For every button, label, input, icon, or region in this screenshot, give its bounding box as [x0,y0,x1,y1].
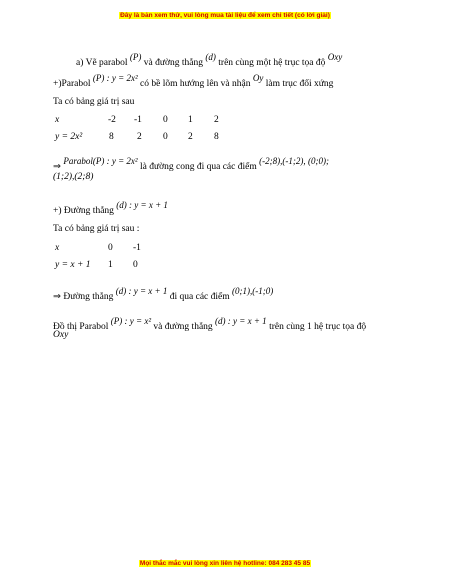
table1-x-cell: 0 [163,115,168,125]
table1-x-cell: -2 [108,115,116,125]
conclusion1-text: là đường cong đi qua các điểm [139,162,257,172]
header-notice [0,12,450,19]
table2-title: Ta có bảng giá trị sau : [53,224,140,234]
parabol-intro: +)Parabol [53,79,91,89]
conclusion2-points: (0;1),(-1;0) [232,286,274,296]
part-a-line [76,52,342,68]
table2-y-label: y = x + 1 [55,260,91,270]
table1-y-cell: 2 [188,132,193,142]
graph-d: (d) : y = x + 1 [215,316,267,326]
table2-x-cell: -1 [133,243,141,253]
conclusion1-points-a: (-2;8),(-1;2), [259,156,306,166]
line-eq: (d) : y = x + 1 [116,200,168,210]
conclusion2-line [53,286,273,302]
part-a-d: (d) [205,52,216,62]
table1-x-cell: 1 [188,115,193,125]
line-intro: +) Đường thẳng [53,206,114,216]
conclusion2-text1: Đường thẳng [63,292,114,302]
part-a-P: (P) [129,52,142,62]
table2-y-cell: 1 [108,260,113,270]
line-intro-line [53,200,168,216]
table1-y-cell: 0 [163,132,168,142]
graph-mid: và đường thẳng [153,322,213,332]
graph-Oxy: Oxy [53,330,69,340]
conclusion1-points-c: (1;2),(2;8) [53,172,94,182]
table1-x-label: x [55,115,60,125]
part-a-label: a) Vẽ parabol [76,58,128,68]
parabol-desc: có bề lõm hướng lên và nhận [140,79,251,89]
table2-x-cell: 0 [108,243,113,253]
graph-end: trên cùng 1 hệ trục tọa độ [269,322,367,332]
part-a-mid: và đường thẳng [143,58,204,68]
table1-x-cell: 2 [214,115,219,125]
parabol-Oy: Oy [252,73,264,83]
parabol-intro-line [53,73,333,89]
graph-P: (P) : y = x² [110,316,152,326]
table2-x-label: x [55,243,60,253]
implies-symbol: ⇒ [53,162,61,172]
footer-notice-text: Mọi thắc mắc vui lòng xin liên hệ hotline: 084 283 45 85 [139,560,311,567]
table1-y-label: y = 2x² [55,132,83,142]
table1-y-cell: 8 [214,132,219,142]
part-a-Oxy: Oxy [327,52,343,62]
table1-y-cell: 2 [137,132,142,142]
parabol-eq: (P) : y = 2x² [92,73,138,83]
conclusion2-eq: (d) : y = x + 1 [115,286,168,296]
conclusion1-points-b: (0;0); [307,156,329,166]
table1-title: Ta có bảng giá trị sau [53,97,135,107]
conclusion2-text2: đi qua các điểm [169,292,230,302]
parabol-desc2: làm trục đối xứng [265,79,334,89]
graph-intro: Đồ thị Parabol [53,322,109,332]
table2-y-cell: 0 [133,260,138,270]
conclusion1-eq: Parabol(P) : y = 2x² [63,156,138,166]
header-notice-text: Đây là bản xem thử, vui lòng mua tài liệu để xem chi tiết (có lời giải) [120,12,330,19]
graph-line [53,316,366,332]
table1-y-cell: 8 [109,132,114,142]
conclusion1-line [53,156,329,172]
footer-notice [0,560,450,567]
table1-x-cell: -1 [134,115,142,125]
part-a-end: trên cùng một hệ trục tọa độ [218,58,326,68]
implies-symbol: ⇒ [53,292,61,302]
